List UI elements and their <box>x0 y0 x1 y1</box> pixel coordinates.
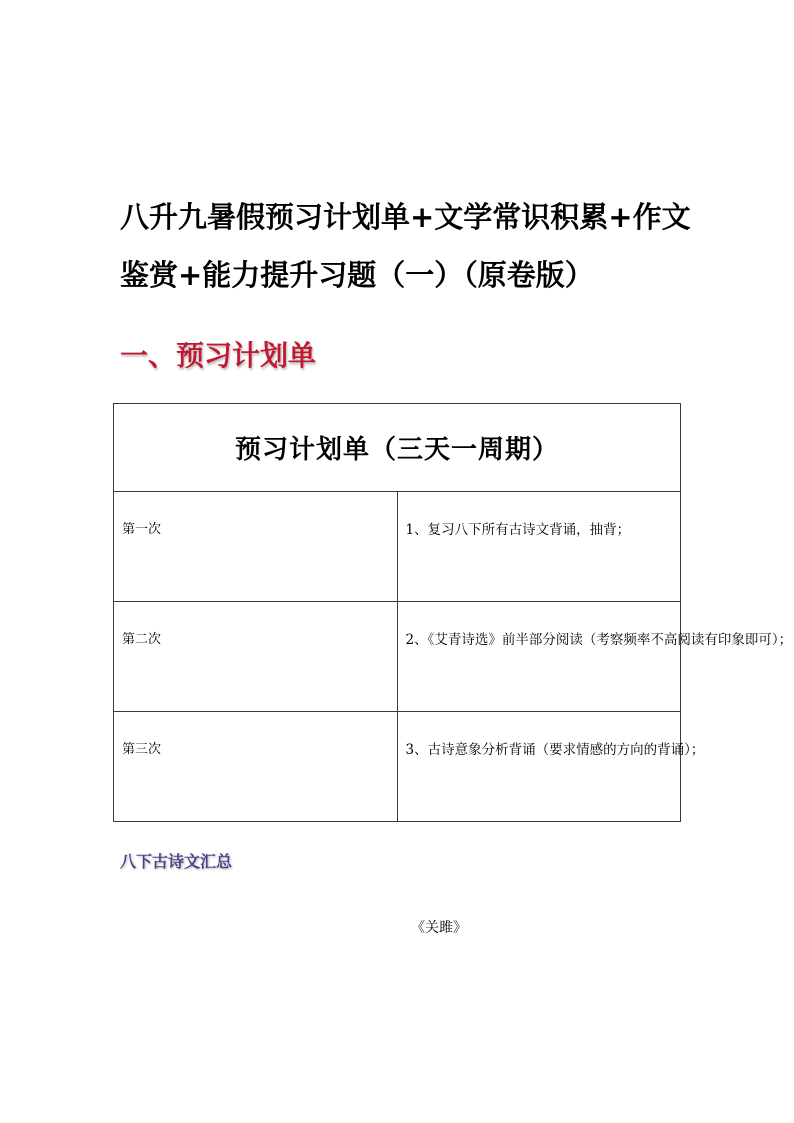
plan-task-text: 1、复习八下所有古诗文背诵，抽背； <box>397 492 681 602</box>
sub-heading-poems: 八下古诗文汇总 <box>120 852 233 871</box>
plan-table-row <box>114 712 681 822</box>
section-heading-plan: 一、预习计划单 <box>120 339 317 372</box>
plan-table-header: 预习计划单（三天一周期） <box>114 404 681 492</box>
plan-day-label: 第二次 <box>114 602 398 712</box>
plan-task-text: 3、古诗意象分析背诵（要求情感的方向的背诵）； <box>397 712 681 822</box>
plan-table-row <box>114 602 681 712</box>
plan-day-label: 第三次 <box>114 712 398 822</box>
poem-title: 《关雎》 <box>411 920 467 936</box>
plan-table-header-row <box>114 404 681 492</box>
plan-day-label: 第一次 <box>114 492 398 602</box>
document-title-line-1: 八升九暑假预习计划单+文学常识积累+作文 <box>120 200 691 234</box>
document-title-line-2: 鉴赏+能力提升习题（一）（原卷版） <box>120 258 594 292</box>
document-title <box>120 188 710 304</box>
plan-table <box>113 403 793 822</box>
plan-table-row <box>114 492 681 602</box>
plan-task-text: 2、《艾青诗选》前半部分阅读（考察频率不高阅读有印象即可）； <box>397 602 681 712</box>
